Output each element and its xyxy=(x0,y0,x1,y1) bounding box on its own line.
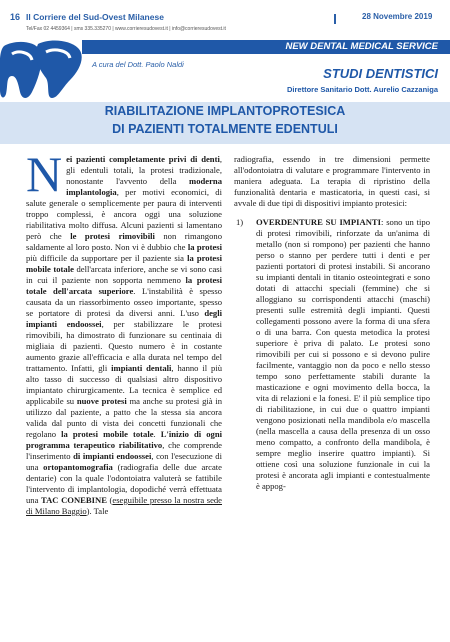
bold-text-segment: la protesi totale dell'arcata superiore xyxy=(26,275,222,296)
text-segment: non rimangono saldamente al loro posto. Non vi è dubbio che xyxy=(26,231,222,252)
masthead xyxy=(0,0,450,42)
section-band-title: NEW DENTAL MEDICAL SERVICE xyxy=(285,41,438,52)
bold-text-segment: degli impianti endoossei xyxy=(26,308,222,329)
text-segment: , gli edentuli totali, la protesi tradizionale, nonostante l'avvento della xyxy=(66,154,222,186)
text-segment: ). Tale xyxy=(86,506,109,516)
bold-text-segment: le protesi rimovibili xyxy=(70,231,155,241)
header-divider xyxy=(334,14,336,24)
bold-text-segment: TAC CONEBINE xyxy=(41,495,107,505)
text-segment: , che comprende l'inserimento xyxy=(26,440,222,461)
curator-credit: A cura del Dott. Paolo Naldi xyxy=(92,60,184,69)
drop-cap: N xyxy=(26,146,63,202)
bold-text-segment: ei pazienti completamente privi di denti xyxy=(66,154,220,164)
bold-text-segment: la protesi xyxy=(187,242,222,252)
text-segment: più difficile da supportare per il paziente sia xyxy=(26,253,188,263)
text-segment: , hanno il più alto tasso di successo di qualsiasi altro dispositivo impiantato chirurgicamente. La tecnica è semplice ed applicabile su xyxy=(26,363,222,406)
text-segment: . xyxy=(153,429,161,439)
bold-text-segment: impianti dentali xyxy=(111,363,172,373)
bold-text-segment: la protesi mobile totale xyxy=(26,253,222,274)
text-segment: ( xyxy=(106,495,113,505)
column-2-intro: radiografia, essendo in tre dimensioni permette all'odontoiatra di valutare e programmare l'intervento in maniera adeguata. La terapia di ripristino della funzionalità dentaria e masticatoria, in questi casi, si avvale di due tipi di dispositivi impianto protesici: xyxy=(234,154,430,208)
article-column-2 xyxy=(234,154,430,492)
newspaper-contacts: Tel/Fax 02 4459364 | sms 335.335270 | www.corrieresudovest.it | info@corrieresudovest.it xyxy=(26,26,226,32)
bold-text-segment: moderna implantologia xyxy=(66,176,222,197)
text-segment: , con l'esecuzione di una xyxy=(26,451,222,472)
list-text: : sono un tipo di protesi rimovibili, rinforzate da un'anima di metallo (non si rompono) per pazienti che hanno perso o stanno per perdere tutti i denti e per pazienti portatori di protesi instabili. Si ancorano su impianti dentali in titanio osteointegrati e sono dotati di attacchi speciali (femmine) che si alloggiano su corrispondenti attacchi (maschi) presenti sulle estremità degli impianti. Questi collegamenti possono avere la forma di una sfera o di una barra. Con questa metodica la protesi superiore è priva di palato. Le protesi sono rimovibili per cui si possono e si devono pulire facilmente, vantaggio non da poco e nello stesso tempo sono perfettamente stabili durante la masticazione e ogni movimento della bocca, la vita di relazioni e la fonesi. E' il più semplice tipo di riabilitazione, in cui due o quattro impianti vengono posizionati nella mandibola e/o mascella (nella mascella a causa della presenza di un osso meno compatto, a confronto della mandibola, è sempre meglio inserire quattro impianti). Si ottiene così una soluzione funzionale in cui la protesi è ancorata agli impianti e contestualmente è appog- xyxy=(256,217,431,491)
text-segment: , per stabilizzare le protesi rimovibili, ha dimostrato di funzionare su centinaia di migliaia di pazienti. Questo numero è in costante aumento grazie all'efficacia e alla durata nel tempo del trattamento. Infatti, gli xyxy=(26,319,223,373)
text-segment: ma anche su protesi già in utilizzo dal paziente, a patto che la stessa sia ancora valida dal punto di vista dei concetti funzionali che regolano xyxy=(26,396,223,439)
list-heading: OVERDENTURE SU IMPIANTI xyxy=(256,217,381,227)
studio-title: STUDI DENTISTICI xyxy=(323,66,438,81)
text-segment: . L'instabilità è spesso causata da un riassorbimento osseo importante, spesso se portatore di protesi da diversi anni. L'uso xyxy=(26,286,222,318)
page-number: 16 xyxy=(10,12,21,22)
column-1-text xyxy=(26,146,223,517)
text-segment: dell'arcata inferiore, anche se vi sono casi in cui il paziente non sopporta nemmeno xyxy=(26,264,223,285)
text-segment: , per motivi economici, di salute generale o semplicemente per paura di interventi troppo complessi, è ancora oggi una soluzione riabilitativa molto diffusa. Alcuni pazienti si lamentano però che xyxy=(26,187,222,241)
director-credit: Direttore Sanitario Dott. Aurelio Cazzaniga xyxy=(287,85,438,94)
bold-text-segment: nuove protesi xyxy=(76,396,127,406)
list-marker: 1) xyxy=(236,217,244,227)
newspaper-name: Il Corriere del Sud-Ovest Milanese xyxy=(26,12,164,22)
issue-date: 28 Novembre 2019 xyxy=(362,12,433,21)
article-title-line-2: DI PAZIENTI TOTALMENTE EDENTULI xyxy=(112,122,338,136)
bold-text-segment: la protesi mobile totale xyxy=(61,429,154,439)
article-column-1 xyxy=(26,146,223,517)
dental-service-logo xyxy=(0,40,84,102)
article-title-line-1: RIABILITAZIONE IMPLANTOPROTESICA xyxy=(104,104,346,118)
bold-text-segment: ortopantomografia xyxy=(43,462,113,472)
section-band xyxy=(82,40,450,54)
text-segment: eseguibile presso la nostra sede di Milano Baggio xyxy=(26,495,222,516)
bold-text-segment: di impianti endoossei xyxy=(73,451,152,461)
text-segment: (radiografia delle due arcate dentarie) con la quale l'odontoiatra valuterà se fattibile l'intervento di implantologia, dopodiché verrà effettuata una xyxy=(26,462,222,505)
bold-text-segment: L'inizio di ogni programma terapeutico riabilitativo xyxy=(26,429,222,450)
list-item xyxy=(234,217,430,492)
